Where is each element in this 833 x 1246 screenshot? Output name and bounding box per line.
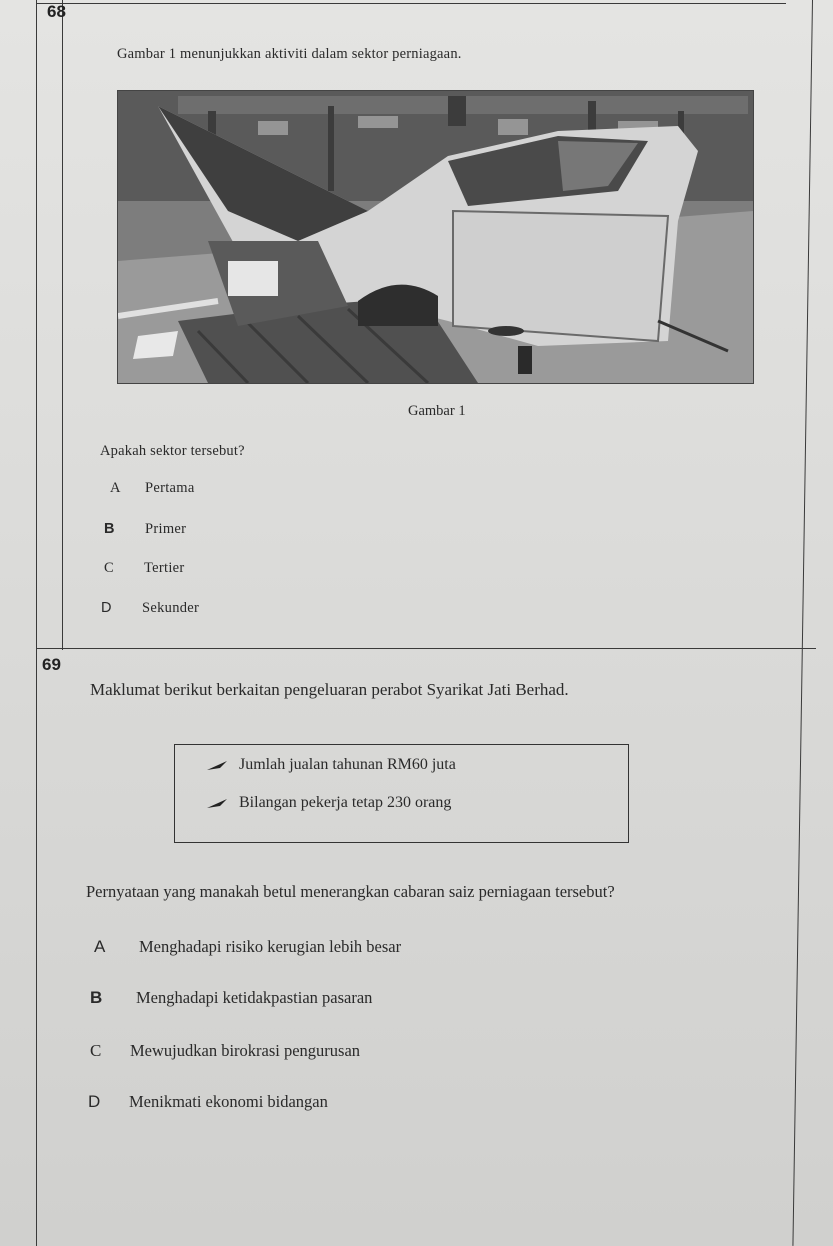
q69-option-a-letter: A (94, 937, 106, 956)
info-item-2 (205, 794, 451, 812)
q68-intro: Gambar 1 menunjukkan aktiviti dalam sektor perniagaan. (117, 46, 462, 62)
q68-option-a-letter: A (110, 480, 121, 496)
q69-option-c-letter: C (90, 1041, 102, 1060)
q69-option-a[interactable]: Menghadapi risiko kerugian lebih besar (139, 937, 402, 956)
question-number-68: 68 (47, 2, 66, 21)
q68-option-a[interactable]: Pertama (145, 480, 195, 496)
arrow-bullet-icon (205, 758, 231, 772)
q68-option-c-letter: C (104, 560, 114, 576)
q68-option-d[interactable]: Sekunder (142, 600, 200, 616)
q69-option-d-letter: D (88, 1092, 101, 1111)
q68-option-b[interactable]: Primer (145, 521, 187, 537)
q69-question: Pernyataan yang manakah betul menerangkan cabaran saiz perniagaan tersebut? (86, 882, 615, 901)
car-factory-photo (117, 90, 754, 384)
info-item-1 (205, 756, 456, 774)
question-number-69: 69 (42, 655, 61, 674)
top-rule (36, 3, 786, 4)
q68-option-d-letter: D (101, 600, 112, 616)
q68-left-rule (62, 0, 63, 650)
q69-option-d[interactable]: Menikmati ekonomi bidangan (129, 1092, 328, 1111)
q68-option-c[interactable]: Tertier (144, 560, 185, 576)
q69-option-b[interactable]: Menghadapi ketidakpastian pasaran (136, 988, 373, 1007)
figure-caption: Gambar 1 (408, 403, 466, 419)
q68-option-b-letter: B (104, 521, 115, 537)
info-item-1-text: Jumlah jualan tahunan RM60 juta (239, 756, 456, 773)
question-divider (36, 648, 816, 649)
q69-option-c[interactable]: Mewujudkan birokrasi pengurusan (130, 1041, 361, 1060)
q69-intro: Maklumat berikut berkaitan pengeluaran perabot Syarikat Jati Berhad. (90, 680, 569, 699)
arrow-bullet-icon (205, 796, 231, 810)
left-margin-line (36, 0, 37, 1246)
q69-option-b-letter: B (90, 988, 103, 1007)
q68-question: Apakah sektor tersebut? (100, 443, 245, 459)
info-item-2-text: Bilangan pekerja tetap 230 orang (239, 794, 452, 811)
